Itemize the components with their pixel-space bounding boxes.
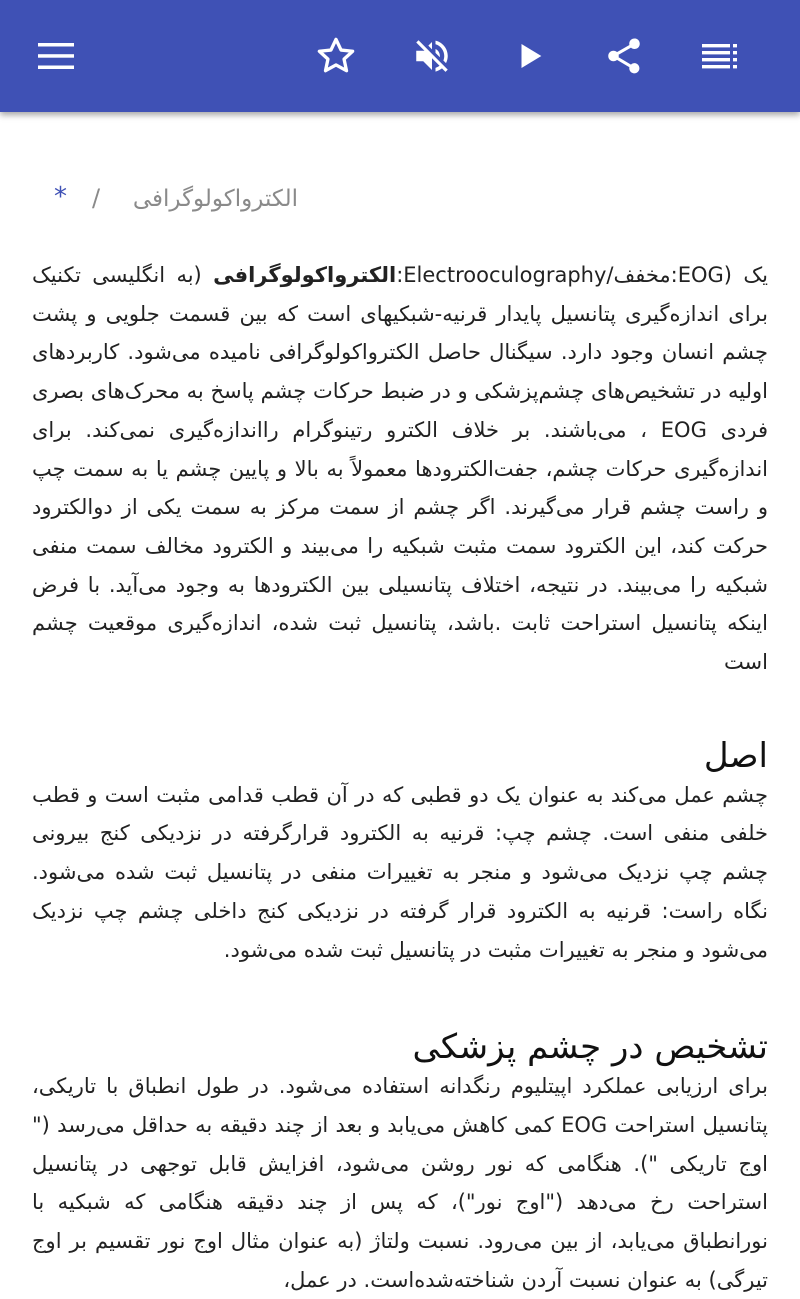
favorite-button[interactable]	[304, 24, 368, 88]
table-of-contents-icon	[700, 41, 740, 71]
breadcrumb-home-link[interactable]: *	[54, 182, 67, 212]
section-diagnosis-text: برای ارزیابی عملکرد اپیتلیوم رنگدانه استفاده می‌شود. در طول انطباق با تاریکی، پتانسیل استراحت EOG کمی کاهش می‌یابد و بعد از چند دقیقه به حداقل می‌رسد (" اوج تاریکی "). هنگامی که نور روشن می‌شود، افزایش قابل توجهی در پتانسیل استراحت رخ می‌دهد ("اوج نور")، که پس از چند دقیقه هنگامی که شبکیه با نورانطباق می‌یابد، از بین می‌رود. نسبت ولتاژ (به عنوان مثال اوج نور تقسیم بر اوج تیرگی) به عنوان نسبت آردن شناخته‌شده‌است. در عمل،	[32, 1074, 768, 1292]
play-button[interactable]	[498, 24, 562, 88]
toc-button[interactable]	[688, 24, 752, 88]
intro-paragraph	[32, 256, 768, 682]
intro-text: (به انگلیسی تکنیک برای اندازه‌گیری پتانسیل پایدار قرنیه-شبکیهای است که بین قسمت جلویی و پشت چشم انسان وجود دارد. سیگنال حاصل الکترواکولوگرافی نامیده می‌شود. کاربردهای اولیه در تشخیص‌های چشم‌پزشکی و در ضبط حرکات چشم پاسخ به محرک‌های بصری فردی EOG ، می‌باشند. بر خلاف الکترو رتینوگرام رااندازه‌گیری نمی‌کند. برای اندازه‌گیری حرکات چشم، جفت‌الکترودها معمولاً به بالا و پایین چشم یا به سمت چپ و راست چشم قرار می‌گیرند. اگر چشم از سمت مرکز به سمت یکی از دوالکترود حرکت کند، این الکترود سمت مثبت شبکیه را می‌بیند و الکترود مخالف سمت منفی شبکیه را می‌بیند. در نتیجه، اختلاف پتانسیلی بین الکترودها به وجود می‌آید. با فرض اینکه پتانسیل استراحت ثابت .باشد، پتانسیل ثبت شده، اندازه‌گیری موقعیت چشم است	[32, 263, 768, 675]
play-icon	[513, 39, 547, 73]
mute-button[interactable]	[400, 24, 464, 88]
volume-off-icon	[411, 35, 453, 77]
article-term: الکترواکولوگرافی	[213, 263, 397, 287]
section-heading-principle: اصل	[703, 735, 768, 776]
app-toolbar	[0, 0, 800, 112]
share-icon	[603, 35, 645, 77]
star-outline-icon	[315, 35, 357, 77]
menu-button[interactable]	[24, 24, 88, 88]
section-heading-diagnosis: تشخیص در چشم پزشکی	[412, 1027, 768, 1068]
hamburger-menu-icon	[36, 41, 76, 71]
article-body	[32, 256, 768, 1299]
breadcrumb-current: الکترواکولوگرافی	[132, 186, 298, 212]
section-principle-text: چشم عمل می‌کند به عنوان یک دو قطبی که در آن قطب قدامی مثبت است و قطب خلفی منفی است. چشم چپ: قرنیه به الکترود قرارگرفته در نزدیکی کنج بیرونی چشم چپ نزدیک می‌شود و منجر به تغییرات منفی در پتانسیل ثبت شده می‌شود. نگاه راست: قرنیه به الکترود قرار گرفته در نزدیکی کنج داخلی چشم چپ نزدیک می‌شود و منجر به تغییرات مثبت در پتانسیل ثبت شده می‌شود.	[32, 782, 768, 962]
share-button[interactable]	[592, 24, 656, 88]
breadcrumb-separator: /	[92, 184, 101, 212]
intro-prefix: یک (EOG:مخفف/Electrooculography:	[396, 263, 768, 287]
breadcrumb	[0, 182, 800, 222]
